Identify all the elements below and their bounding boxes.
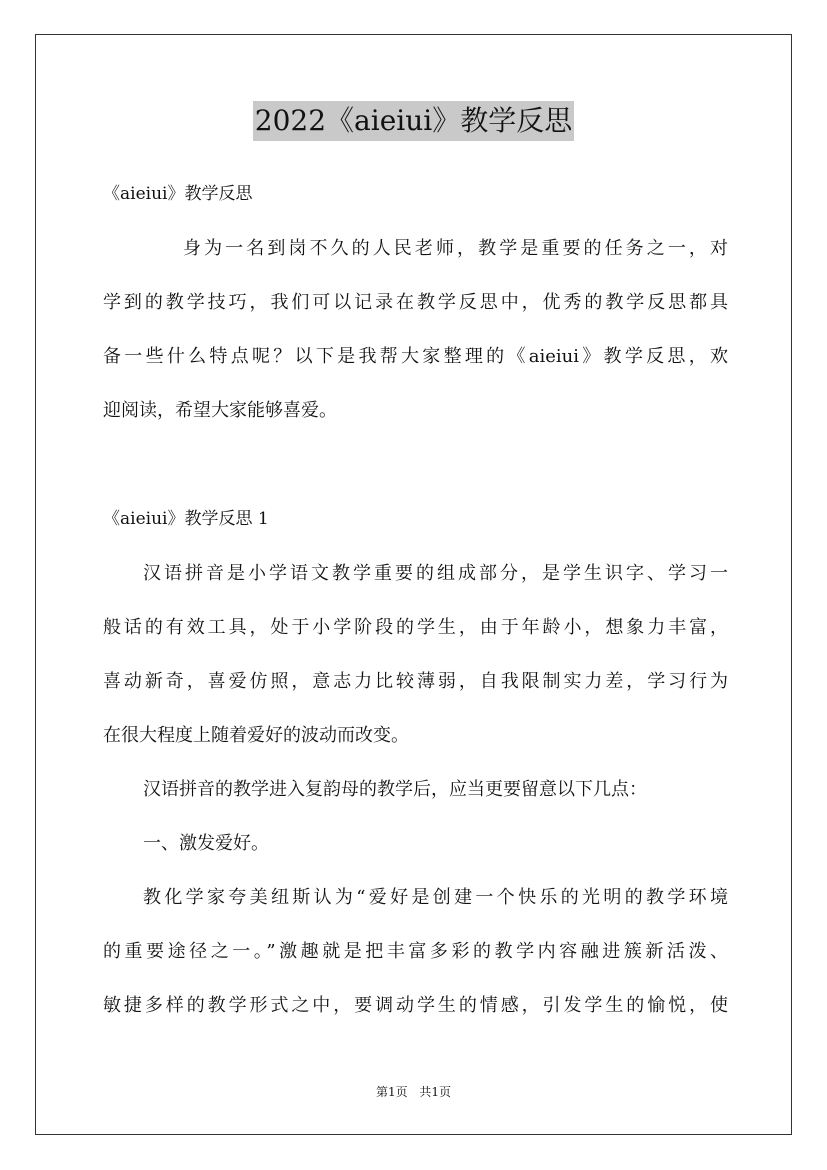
page-footer xyxy=(0,1083,827,1100)
para3-line-2: 的重要途径之一。”激趣就是把丰富多彩的教学内容融进簇新活泼、 xyxy=(103,941,728,962)
document-title: 2022《aieiui》教学反思 xyxy=(253,101,574,141)
page-total: 共1页 xyxy=(419,1085,452,1099)
para1-line-4: 在很大程度上随着爱好的波动而改变。 xyxy=(103,725,409,746)
document-subtitle: 《aieiui》教学反思 xyxy=(103,184,253,204)
section-heading-1: 《aieiui》教学反思 1 xyxy=(103,509,269,529)
para2-line: 汉语拼音的教学进入复韵母的教学后，应当更要留意以下几点： xyxy=(143,779,647,800)
point1-line: 一、激发爱好。 xyxy=(143,833,269,854)
intro-line-3: 备一些什么特点呢？以下是我帮大家整理的《aieiui》教学反思，欢 xyxy=(103,346,728,367)
intro-line-1: 身为一名到岗不久的人民老师，教学是重要的任务之一，对 xyxy=(183,238,728,259)
para1-line-1: 汉语拼音是小学语文教学重要的组成部分，是学生识字、学习一 xyxy=(143,563,728,584)
para1-line-2: 般话的有效工具，处于小学阶段的学生，由于年龄小，想象力丰富， xyxy=(103,617,728,638)
intro-line-2: 学到的教学技巧，我们可以记录在教学反思中，优秀的教学反思都具 xyxy=(103,292,728,313)
intro-line-4: 迎阅读，希望大家能够喜爱。 xyxy=(103,400,337,421)
page-current: 第1页 xyxy=(375,1085,408,1099)
para3-line-3: 敏捷多样的教学形式之中，要调动学生的情感，引发学生的愉悦，使 xyxy=(103,995,728,1016)
para1-line-3: 喜动新奇，喜爱仿照，意志力比较薄弱，自我限制实力差，学习行为 xyxy=(103,671,728,692)
para3-line-1: 教化学家夸美纽斯认为“爱好是创建一个快乐的光明的教学环境 xyxy=(143,887,728,908)
title-container xyxy=(0,101,827,141)
